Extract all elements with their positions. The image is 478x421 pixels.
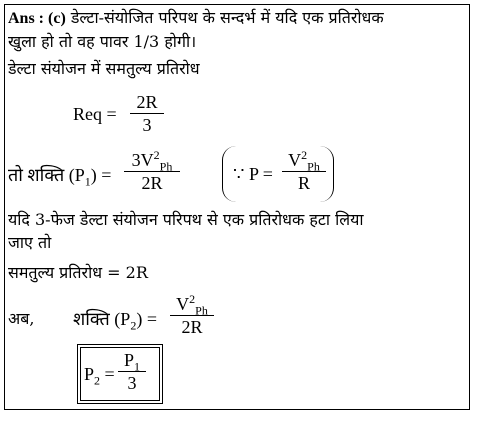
p2-num-main: V xyxy=(176,294,190,314)
hint-num-sub: Ph xyxy=(307,159,320,174)
final-num-main: P xyxy=(123,350,134,370)
hint-fraction xyxy=(282,150,326,194)
final-lhs-sub: 2 xyxy=(94,373,101,388)
answer-label: Ans : (c) xyxy=(8,10,66,27)
p2-denominator: 2R xyxy=(181,317,203,337)
answer-text-line-2: खुला हो तो वह पावर 1/3 होगी। xyxy=(8,32,197,51)
hint-numerator xyxy=(282,150,326,172)
p1-denominator: 2R xyxy=(141,173,163,193)
p2-close: ) = xyxy=(136,309,157,329)
hint-num-main: V xyxy=(288,150,302,170)
p2-num-sup: 2 xyxy=(189,292,196,306)
final-lhs-main: P xyxy=(84,364,95,384)
p1-close: ) = xyxy=(90,165,112,185)
final-numerator xyxy=(118,350,146,372)
req-denominator: 3 xyxy=(142,115,152,135)
final-fraction xyxy=(118,350,146,394)
p1-label-text: तो शक्ति (P xyxy=(8,165,85,185)
answer-line-1 xyxy=(8,8,384,29)
p2-label xyxy=(73,309,157,333)
p2-numerator xyxy=(170,294,214,316)
req-label: Req = xyxy=(73,104,117,124)
p1-num-sup: 2 xyxy=(153,148,160,162)
p2-fraction xyxy=(170,294,214,338)
p1-subscript: 1 xyxy=(84,174,91,189)
p1-numerator xyxy=(124,150,180,172)
remove-line-1: यदि 3-फेज डेल्टा संयोजन परिपथ से एक प्रतिरोधक हटा लिया xyxy=(8,210,364,229)
p1-num-main: 3V xyxy=(131,150,154,170)
p1-label xyxy=(8,165,112,189)
p2-num-sub: Ph xyxy=(195,303,208,318)
answer-text-line-3: डेल्टा संयोजन में समतुल्य प्रतिरोध xyxy=(8,59,200,78)
remove-line-2: जाए तो xyxy=(8,233,52,252)
p2-subscript: 2 xyxy=(130,318,137,333)
equivalent-resistance: समतुल्य प्रतिरोध = 2R xyxy=(8,263,148,282)
final-lhs xyxy=(84,364,115,388)
hint-prefix: ∵ P = xyxy=(233,164,273,184)
answer-text-line-1: डेल्टा-संयोजित परिपथ के सन्दर्भ में यदि एक प्रतिरोधक xyxy=(70,8,384,27)
final-num-sub: 1 xyxy=(134,359,140,374)
final-equals: = xyxy=(104,364,115,384)
hint-num-sup: 2 xyxy=(301,148,308,162)
p2-label-text: शक्ति (P xyxy=(73,309,131,329)
hint-denominator: R xyxy=(297,173,310,193)
req-numerator: 2R xyxy=(130,92,164,114)
ab-label: अब, xyxy=(8,309,35,328)
p1-fraction xyxy=(124,150,180,194)
req-fraction xyxy=(130,92,164,136)
final-denominator: 3 xyxy=(127,373,137,393)
p1-num-sub: Ph xyxy=(159,159,173,174)
